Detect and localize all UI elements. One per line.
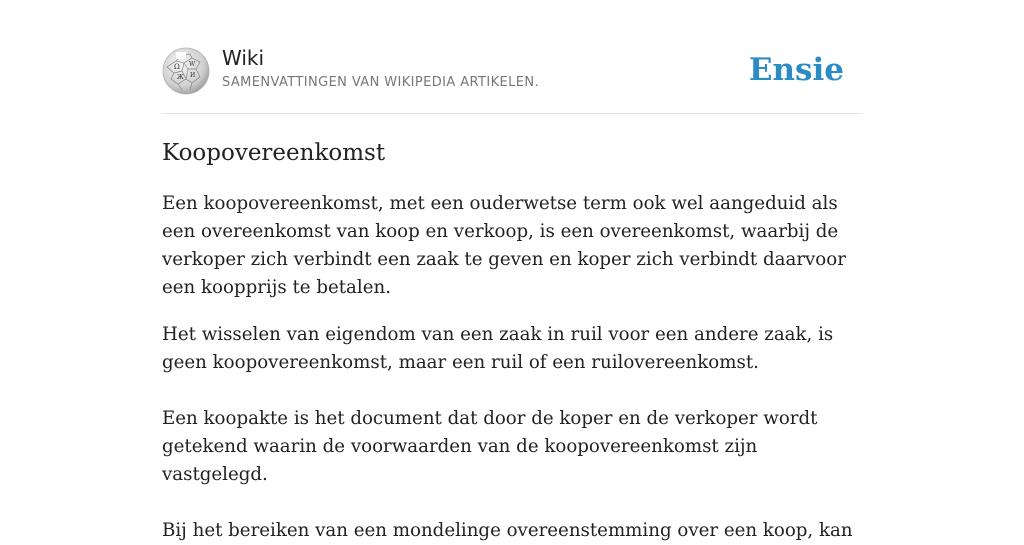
svg-text:W: W xyxy=(189,61,196,68)
article-paragraph: Een koopovereenkomst, met een ouderwetse term ook wel aangeduid als een overeenkomst van koop en verkoop, is een overeenkomst, waarbij de verkoper zich verbindt een zaak te geven en koper zich verbindt daarvoor een koopprijs te betalen. xyxy=(162,193,846,298)
article-paragraph: Bij het bereiken van een mondelinge overeenstemming over een koop, kan xyxy=(162,520,853,541)
svg-text:Ω: Ω xyxy=(174,63,180,71)
site-tagline: SAMENVATTINGEN VAN WIKIPEDIA ARTIKELEN. xyxy=(222,75,540,90)
article-paragraph: Het wisselen van eigendom van een zaak in ruil voor een andere zaak, is geen koopovereenkomst, maar een ruil of een ruilovereenkomst. xyxy=(162,324,834,373)
wikipedia-globe-icon[interactable] xyxy=(162,47,210,95)
article-paragraph: Een koopakte is het document dat door de koper en de verkoper wordt getekend waarin de voorwaarden van de koopovereenkomst zijn vastgelegd. xyxy=(162,408,818,485)
site-name[interactable]: Wiki xyxy=(222,46,265,70)
site-header xyxy=(162,44,862,114)
article-body xyxy=(162,190,862,545)
svg-text:Ж: Ж xyxy=(177,74,184,81)
brand-link[interactable]: Ensie xyxy=(748,52,844,88)
page-title: Koopovereenkomst xyxy=(162,140,386,166)
svg-text:И: И xyxy=(190,72,196,79)
